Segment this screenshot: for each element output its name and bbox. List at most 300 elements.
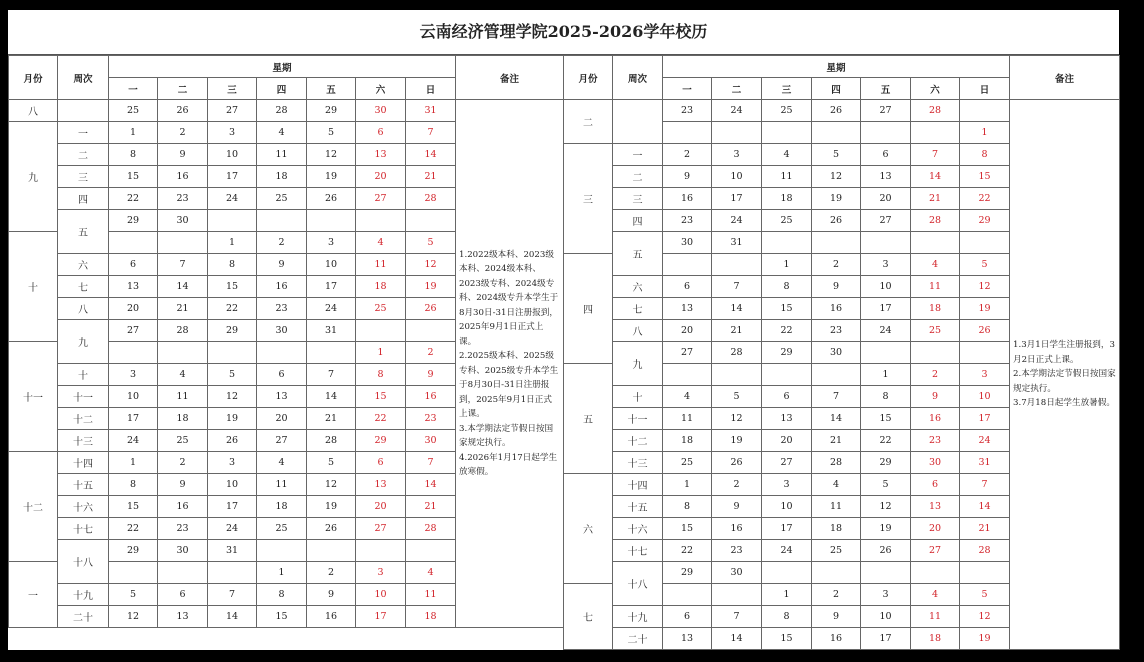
- week-cell: 十九: [58, 584, 109, 606]
- day-cell: 19: [960, 298, 1010, 320]
- week-cell: 一: [58, 122, 109, 144]
- day-cell: 12: [861, 496, 911, 518]
- day-cell: 19: [406, 276, 456, 298]
- day-cell: 3: [109, 364, 158, 386]
- day-cell: [911, 122, 960, 144]
- day-cell: 15: [257, 606, 307, 628]
- day-cell: 11: [257, 144, 307, 166]
- day-cell: 11: [812, 496, 861, 518]
- day-cell: 23: [257, 298, 307, 320]
- weekday-5: 五: [861, 78, 911, 100]
- day-cell: [208, 342, 257, 364]
- day-cell: 20: [109, 298, 158, 320]
- day-cell: 15: [109, 166, 158, 188]
- day-cell: 22: [109, 188, 158, 210]
- semester2-table: [563, 55, 1120, 650]
- day-cell: 19: [307, 496, 356, 518]
- day-cell: 18: [762, 188, 812, 210]
- day-cell: 16: [911, 408, 960, 430]
- day-cell: 2: [307, 562, 356, 584]
- day-cell: 31: [406, 100, 456, 122]
- day-cell: 26: [208, 430, 257, 452]
- day-cell: 18: [356, 276, 406, 298]
- day-cell: 7: [812, 386, 861, 408]
- day-cell: 6: [762, 386, 812, 408]
- day-cell: [307, 342, 356, 364]
- day-cell: 23: [911, 430, 960, 452]
- day-cell: 1: [109, 452, 158, 474]
- day-cell: 2: [911, 364, 960, 386]
- day-cell: 14: [712, 628, 762, 650]
- day-cell: 13: [356, 474, 406, 496]
- day-cell: 29: [762, 342, 812, 364]
- week-cell: 十三: [58, 430, 109, 452]
- day-cell: 28: [158, 320, 208, 342]
- day-cell: 23: [158, 188, 208, 210]
- day-cell: 30: [911, 452, 960, 474]
- day-cell: 13: [158, 606, 208, 628]
- day-cell: 25: [356, 298, 406, 320]
- day-cell: 13: [762, 408, 812, 430]
- day-cell: 22: [663, 540, 712, 562]
- day-cell: 18: [663, 430, 712, 452]
- day-cell: 15: [960, 166, 1010, 188]
- month-cell: 十一: [9, 342, 58, 452]
- day-cell: 17: [861, 628, 911, 650]
- weekday-6: 六: [911, 78, 960, 100]
- day-cell: 13: [911, 496, 960, 518]
- day-cell: 9: [158, 144, 208, 166]
- note-line: 2.2025级本科、2025级专科、2025级专升本学生于8月30日-31日注册报到，2025年9月1日正式上课。: [459, 351, 559, 419]
- day-cell: 4: [812, 474, 861, 496]
- day-cell: 23: [158, 518, 208, 540]
- day-cell: 11: [911, 276, 960, 298]
- day-cell: 20: [911, 518, 960, 540]
- day-cell: [861, 342, 911, 364]
- day-cell: 3: [307, 232, 356, 254]
- day-cell: 28: [406, 188, 456, 210]
- day-cell: 16: [406, 386, 456, 408]
- day-cell: 20: [356, 166, 406, 188]
- day-cell: 17: [356, 606, 406, 628]
- day-cell: 6: [663, 276, 712, 298]
- day-cell: 4: [356, 232, 406, 254]
- day-cell: 4: [762, 144, 812, 166]
- day-cell: 3: [762, 474, 812, 496]
- week-cell: [613, 100, 663, 144]
- week-cell: 十一: [613, 408, 663, 430]
- calendar-sheet: [8, 10, 1119, 650]
- day-cell: [307, 540, 356, 562]
- day-cell: 17: [208, 496, 257, 518]
- week-cell: 五: [613, 232, 663, 276]
- day-cell: 5: [712, 386, 762, 408]
- day-cell: [911, 342, 960, 364]
- day-cell: 26: [812, 210, 861, 232]
- week-cell: 七: [58, 276, 109, 298]
- weekday-1: 一: [109, 78, 158, 100]
- day-cell: 27: [356, 518, 406, 540]
- day-cell: 2: [812, 254, 861, 276]
- day-cell: 21: [307, 408, 356, 430]
- day-cell: 29: [663, 562, 712, 584]
- day-cell: 5: [861, 474, 911, 496]
- day-cell: 25: [762, 210, 812, 232]
- day-cell: 8: [356, 364, 406, 386]
- month-cell: 七: [564, 584, 613, 650]
- header-notes: 备注: [1010, 56, 1120, 100]
- day-cell: 11: [663, 408, 712, 430]
- week-cell: 十九: [613, 606, 663, 628]
- day-cell: 2: [158, 452, 208, 474]
- day-cell: [109, 232, 158, 254]
- day-cell: 14: [406, 474, 456, 496]
- day-cell: 28: [307, 430, 356, 452]
- week-cell: 三: [613, 188, 663, 210]
- day-cell: 10: [208, 474, 257, 496]
- day-cell: 31: [712, 232, 762, 254]
- day-cell: 22: [861, 430, 911, 452]
- day-cell: [960, 232, 1010, 254]
- day-cell: 1: [109, 122, 158, 144]
- day-cell: 3: [861, 584, 911, 606]
- day-cell: 17: [208, 166, 257, 188]
- day-cell: 6: [356, 452, 406, 474]
- day-cell: [208, 210, 257, 232]
- day-cell: 19: [812, 188, 861, 210]
- day-cell: 2: [812, 584, 861, 606]
- day-cell: 10: [762, 496, 812, 518]
- day-cell: 2: [406, 342, 456, 364]
- week-cell: 十七: [613, 540, 663, 562]
- day-cell: 28: [911, 100, 960, 122]
- day-cell: 3: [960, 364, 1010, 386]
- weekday-1: 一: [663, 78, 712, 100]
- day-cell: 30: [812, 342, 861, 364]
- weekday-3: 三: [762, 78, 812, 100]
- day-cell: 12: [208, 386, 257, 408]
- day-cell: 30: [158, 540, 208, 562]
- week-cell: 三: [58, 166, 109, 188]
- day-cell: 3: [356, 562, 406, 584]
- day-cell: [960, 342, 1010, 364]
- day-cell: 5: [208, 364, 257, 386]
- day-cell: 13: [861, 166, 911, 188]
- day-cell: 31: [307, 320, 356, 342]
- day-cell: 18: [911, 298, 960, 320]
- day-cell: [911, 232, 960, 254]
- day-cell: 9: [712, 496, 762, 518]
- day-cell: 28: [712, 342, 762, 364]
- day-cell: 5: [307, 122, 356, 144]
- day-cell: 27: [356, 188, 406, 210]
- day-cell: 16: [812, 628, 861, 650]
- day-cell: 23: [406, 408, 456, 430]
- day-cell: 8: [109, 144, 158, 166]
- day-cell: 16: [663, 188, 712, 210]
- day-cell: [158, 562, 208, 584]
- day-cell: [861, 122, 911, 144]
- day-cell: 5: [960, 254, 1010, 276]
- day-cell: [911, 562, 960, 584]
- table-row: [9, 100, 564, 122]
- day-cell: 21: [158, 298, 208, 320]
- day-cell: 31: [208, 540, 257, 562]
- week-cell: 十一: [58, 386, 109, 408]
- week-cell: 六: [58, 254, 109, 276]
- day-cell: 16: [158, 496, 208, 518]
- day-cell: 23: [712, 540, 762, 562]
- week-cell: 十八: [58, 540, 109, 584]
- day-cell: 13: [356, 144, 406, 166]
- day-cell: [356, 540, 406, 562]
- day-cell: [812, 122, 861, 144]
- day-cell: 10: [208, 144, 257, 166]
- day-cell: 10: [960, 386, 1010, 408]
- day-cell: 16: [158, 166, 208, 188]
- day-cell: 8: [762, 276, 812, 298]
- week-cell: 十二: [58, 408, 109, 430]
- day-cell: 9: [812, 606, 861, 628]
- header-month: 月份: [9, 56, 58, 100]
- day-cell: 22: [960, 188, 1010, 210]
- day-cell: 16: [257, 276, 307, 298]
- day-cell: 11: [158, 386, 208, 408]
- header-week: 周次: [58, 56, 109, 100]
- day-cell: 13: [257, 386, 307, 408]
- day-cell: 13: [109, 276, 158, 298]
- day-cell: 9: [663, 166, 712, 188]
- day-cell: [712, 364, 762, 386]
- day-cell: 28: [960, 540, 1010, 562]
- weekday-2: 二: [712, 78, 762, 100]
- day-cell: 6: [356, 122, 406, 144]
- day-cell: 27: [208, 100, 257, 122]
- month-cell: 十二: [9, 452, 58, 562]
- day-cell: 16: [307, 606, 356, 628]
- day-cell: 30: [257, 320, 307, 342]
- week-cell: 四: [613, 210, 663, 232]
- week-cell: 十六: [613, 518, 663, 540]
- day-cell: 11: [356, 254, 406, 276]
- day-cell: [712, 254, 762, 276]
- day-cell: 31: [960, 452, 1010, 474]
- day-cell: 25: [257, 518, 307, 540]
- day-cell: 10: [307, 254, 356, 276]
- day-cell: 15: [861, 408, 911, 430]
- day-cell: [663, 254, 712, 276]
- day-cell: 19: [861, 518, 911, 540]
- day-cell: 14: [960, 496, 1010, 518]
- day-cell: [356, 320, 406, 342]
- day-cell: 19: [307, 166, 356, 188]
- day-cell: 12: [712, 408, 762, 430]
- day-cell: 25: [911, 320, 960, 342]
- header-month: 月份: [564, 56, 613, 100]
- month-cell: 五: [564, 364, 613, 474]
- day-cell: 8: [109, 474, 158, 496]
- day-cell: 14: [208, 606, 257, 628]
- day-cell: 19: [960, 628, 1010, 650]
- day-cell: 14: [406, 144, 456, 166]
- day-cell: 22: [762, 320, 812, 342]
- note-line: 1.2022级本科、2023级本科、2024级本科、2023级专科、2024级专科、2024级专升本学生于8月30日-31日注册报到，2025年9月1日正式上课。: [459, 249, 559, 347]
- day-cell: 22: [109, 518, 158, 540]
- day-cell: 25: [109, 100, 158, 122]
- day-cell: 14: [307, 386, 356, 408]
- day-cell: 7: [960, 474, 1010, 496]
- day-cell: 1: [762, 254, 812, 276]
- day-cell: 29: [861, 452, 911, 474]
- day-cell: 25: [762, 100, 812, 122]
- day-cell: 27: [861, 210, 911, 232]
- week-cell: 二: [58, 144, 109, 166]
- notes-cell: [456, 100, 564, 628]
- day-cell: 2: [158, 122, 208, 144]
- week-cell: 十六: [58, 496, 109, 518]
- day-cell: [812, 364, 861, 386]
- day-cell: 28: [911, 210, 960, 232]
- weekday-4: 四: [257, 78, 307, 100]
- header-weekday: 星期: [109, 56, 456, 78]
- day-cell: 16: [812, 298, 861, 320]
- day-cell: 21: [712, 320, 762, 342]
- week-cell: 十: [613, 386, 663, 408]
- day-cell: [158, 232, 208, 254]
- day-cell: 24: [109, 430, 158, 452]
- day-cell: 3: [208, 122, 257, 144]
- day-cell: 8: [208, 254, 257, 276]
- day-cell: 12: [960, 606, 1010, 628]
- day-cell: 9: [406, 364, 456, 386]
- day-cell: 30: [712, 562, 762, 584]
- weekday-4: 四: [812, 78, 861, 100]
- day-cell: 19: [208, 408, 257, 430]
- day-cell: 5: [960, 584, 1010, 606]
- month-cell: 三: [564, 144, 613, 254]
- day-cell: 29: [356, 430, 406, 452]
- weekday-5: 五: [307, 78, 356, 100]
- day-cell: 18: [911, 628, 960, 650]
- day-cell: 24: [960, 430, 1010, 452]
- day-cell: 21: [911, 188, 960, 210]
- week-cell: 一: [613, 144, 663, 166]
- day-cell: [406, 540, 456, 562]
- day-cell: 11: [762, 166, 812, 188]
- weekday-3: 三: [208, 78, 257, 100]
- day-cell: 26: [712, 452, 762, 474]
- day-cell: 4: [911, 584, 960, 606]
- day-cell: 6: [257, 364, 307, 386]
- weekday-6: 六: [356, 78, 406, 100]
- day-cell: 3: [861, 254, 911, 276]
- note-line: 1.3月1日学生注册报到，3月2日正式上课。: [1013, 340, 1115, 365]
- weekday-7: 日: [960, 78, 1010, 100]
- day-cell: 26: [861, 540, 911, 562]
- header-weekday: 星期: [663, 56, 1010, 78]
- day-cell: 8: [762, 606, 812, 628]
- week-cell: 十: [58, 364, 109, 386]
- day-cell: 15: [109, 496, 158, 518]
- day-cell: 7: [307, 364, 356, 386]
- day-cell: 17: [712, 188, 762, 210]
- day-cell: 4: [663, 386, 712, 408]
- day-cell: 7: [911, 144, 960, 166]
- month-cell: 十: [9, 232, 58, 342]
- day-cell: 10: [712, 166, 762, 188]
- day-cell: 30: [406, 430, 456, 452]
- day-cell: 29: [307, 100, 356, 122]
- month-cell: 二: [564, 100, 613, 144]
- day-cell: 5: [109, 584, 158, 606]
- day-cell: 17: [861, 298, 911, 320]
- day-cell: 13: [663, 628, 712, 650]
- week-cell: 四: [58, 188, 109, 210]
- day-cell: 3: [712, 144, 762, 166]
- day-cell: 12: [109, 606, 158, 628]
- week-cell: 十二: [613, 430, 663, 452]
- day-cell: 18: [812, 518, 861, 540]
- day-cell: 9: [812, 276, 861, 298]
- day-cell: 8: [663, 496, 712, 518]
- day-cell: 20: [861, 188, 911, 210]
- day-cell: [960, 562, 1010, 584]
- day-cell: [960, 100, 1010, 122]
- day-cell: 11: [911, 606, 960, 628]
- day-cell: 24: [712, 100, 762, 122]
- day-cell: 4: [257, 122, 307, 144]
- day-cell: 24: [762, 540, 812, 562]
- day-cell: [406, 320, 456, 342]
- weekday-2: 二: [158, 78, 208, 100]
- day-cell: [663, 364, 712, 386]
- day-cell: [762, 364, 812, 386]
- day-cell: 25: [812, 540, 861, 562]
- day-cell: 4: [158, 364, 208, 386]
- day-cell: 24: [712, 210, 762, 232]
- day-cell: 7: [208, 584, 257, 606]
- week-cell: 十八: [613, 562, 663, 606]
- day-cell: [158, 342, 208, 364]
- day-cell: 20: [762, 430, 812, 452]
- semester1-table: [8, 55, 564, 628]
- day-cell: [257, 540, 307, 562]
- month-cell: 八: [9, 100, 58, 122]
- day-cell: 3: [208, 452, 257, 474]
- day-cell: 12: [307, 144, 356, 166]
- day-cell: 12: [406, 254, 456, 276]
- week-cell: 九: [58, 320, 109, 364]
- day-cell: 26: [158, 100, 208, 122]
- week-cell: 五: [58, 210, 109, 254]
- day-cell: 29: [208, 320, 257, 342]
- day-cell: 26: [406, 298, 456, 320]
- day-cell: 20: [663, 320, 712, 342]
- day-cell: [257, 210, 307, 232]
- week-cell: 二十: [58, 606, 109, 628]
- day-cell: 27: [257, 430, 307, 452]
- day-cell: 17: [762, 518, 812, 540]
- day-cell: 9: [257, 254, 307, 276]
- day-cell: 20: [257, 408, 307, 430]
- day-cell: 23: [663, 100, 712, 122]
- day-cell: [712, 584, 762, 606]
- day-cell: 7: [712, 276, 762, 298]
- day-cell: [762, 232, 812, 254]
- day-cell: 6: [663, 606, 712, 628]
- day-cell: 28: [812, 452, 861, 474]
- note-line: 4.2026年1月17日起学生放寒假。: [459, 452, 558, 477]
